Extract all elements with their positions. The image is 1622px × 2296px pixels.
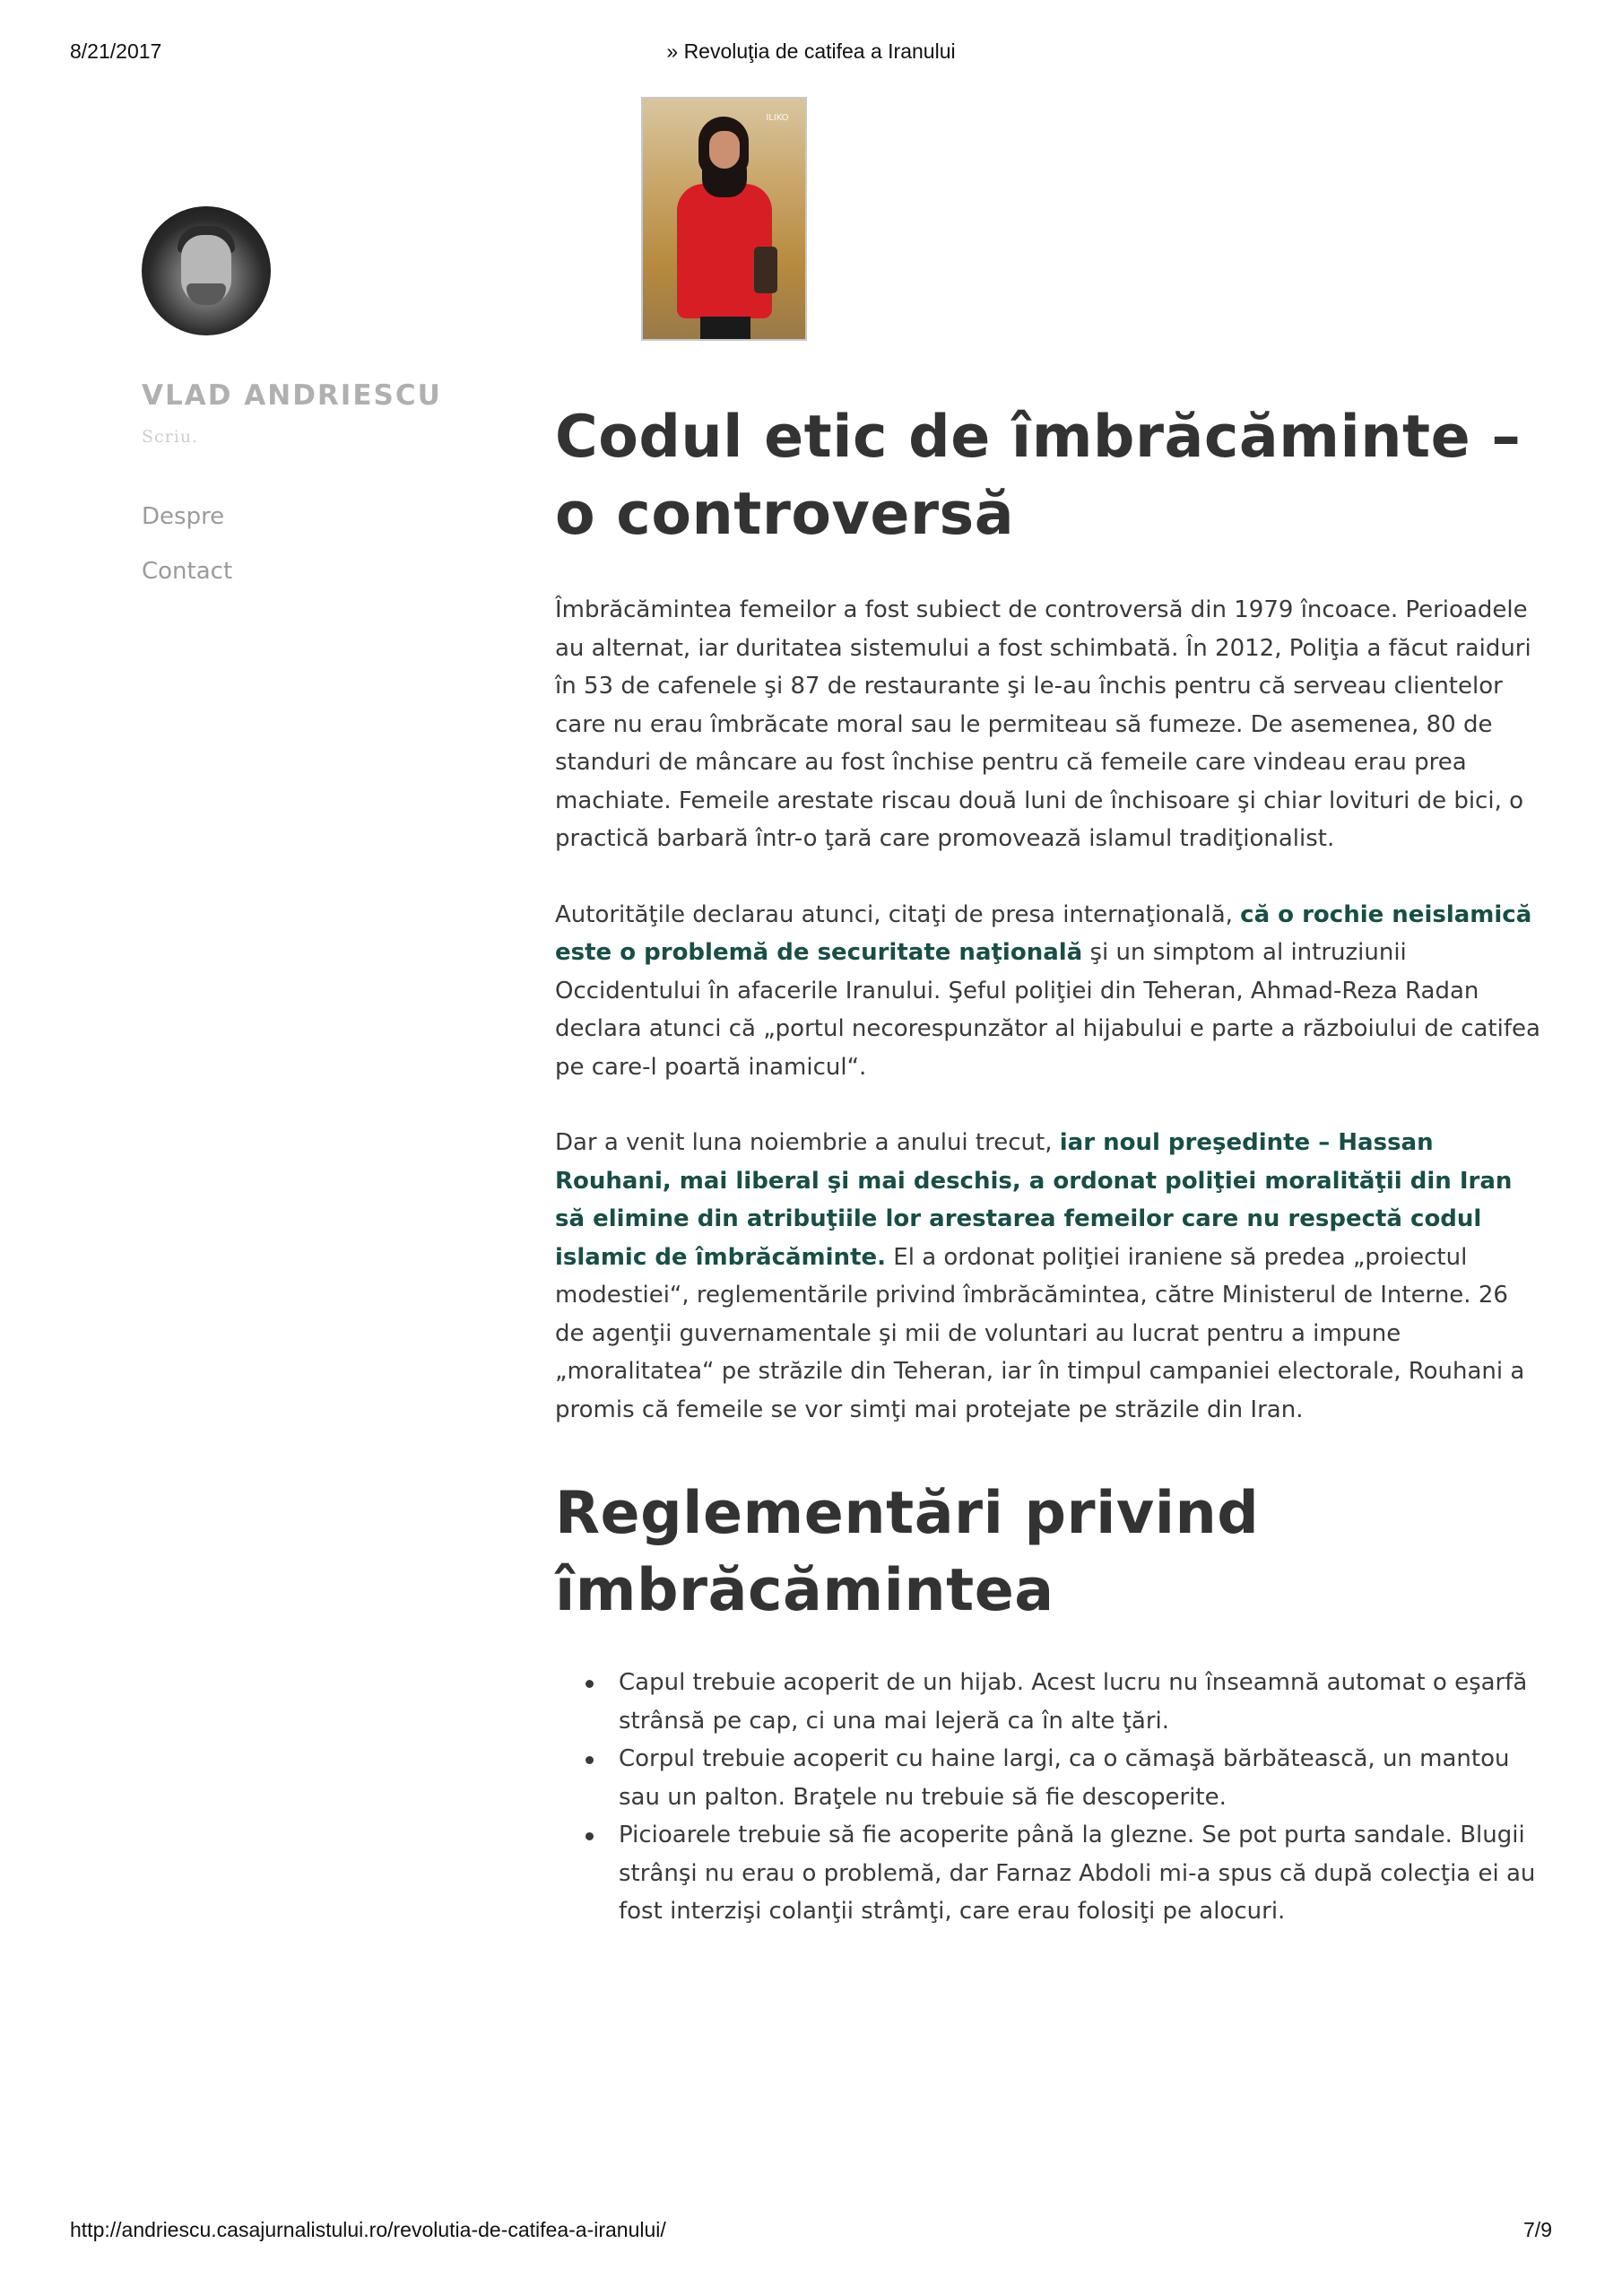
list-item-text: Picioarele trebuie să fie acoperite până la glezne. Se pot purta sandale. Blugii strânşi nu erau o problemă, dar Farnaz Abdoli mi-a spus că după colecţia ei au fost interzişi colanţii strâmţi, care erau folosiţi pe alocuri. <box>619 1822 1536 1925</box>
print-footer <box>0 2218 1622 2245</box>
paragraph-text: şi un simptom al intruziunii Occidentului în afacerile Iranului. Şeful poliţiei din Teheran, Ahmad-Reza Radan declara atunci că „portul necorespunzător al hijabului e parte a războiului de catifea pe care-l poartă inamicul“. <box>555 939 1540 1081</box>
print-url: http://andriescu.casajurnalistului.ro/revolutia-de-catifea-a-iranului/ <box>70 2218 666 2241</box>
hero-figure-face <box>709 131 740 169</box>
list-item <box>555 1740 1541 1816</box>
paragraph-text: Autorităţile declarau atunci, citaţi de presa internaţională, <box>555 900 1241 928</box>
list-item-text: Corpul trebuie acoperit cu haine largi, ca o cămaşă bărbătească, un mantou sau un palton. Braţele nu trebuie să fie descoperite. <box>619 1745 1510 1811</box>
bullet-icon <box>585 1756 594 1764</box>
article-paragraph <box>555 1124 1541 1429</box>
article-content <box>555 399 1541 1931</box>
hero-figure-legs <box>700 317 750 341</box>
site-tagline: Scriu. <box>142 427 199 447</box>
list-item <box>555 1816 1541 1931</box>
article-heading: Codul etic de îmbrăcăminte – o controversă <box>555 404 1522 548</box>
article-link-rouhani[interactable]: iar noul preşedinte – Hassan Rouhani, mai liberal şi mai deschis, a ordonat poliţiei moralităţii din Iran să elimine din atribuţiile lor arestarea femeilor care nu respectă codul islamic de îmbrăcăminte. <box>555 1129 1513 1271</box>
paragraph-text: El a ordonat poliţiei iraniene să predea „proiectul modestiei“, reglementările privind îmbrăcămintea, către Ministerul de Interne. 26 de agenţii guvernamentale şi mii de voluntari au lucrat pentru a impune „moralitatea“ pe străzile din Teheran, iar în timpul campaniei electorale, Rouhani a promis că femeile se vor simţi mai protejate pe străzile din Iran. <box>555 1243 1525 1423</box>
site-name[interactable]: VLAD ANDRIESCU <box>142 379 442 412</box>
print-header <box>0 39 1622 66</box>
article-paragraph <box>555 896 1541 1087</box>
article-link-rochie[interactable]: că o rochie neislamică este o problemă de securitate naţională <box>555 900 1532 966</box>
regulations-list <box>555 1664 1541 1931</box>
section-heading: Reglementări privind îmbrăcămintea <box>555 1480 1260 1624</box>
list-item-text: Capul trebuie acoperit de un hijab. Acest lucru nu înseamnă automat o eşarfă strânsă pe cap, ci una mai lejeră ca în alte ţări. <box>619 1669 1528 1735</box>
author-avatar[interactable] <box>142 206 271 335</box>
paragraph-text: Dar a venit luna noiembrie a anului trecut, <box>555 1129 1060 1156</box>
print-page-number: 7/9 <box>1523 2218 1552 2241</box>
nav-link-despre[interactable]: Despre <box>142 503 225 530</box>
hero-figure-bag <box>754 247 777 293</box>
bullet-icon <box>585 1680 594 1688</box>
hero-photo[interactable] <box>641 97 807 341</box>
article-paragraph: Îmbrăcămintea femeilor a fost subiect de controversă din 1979 încoace. Perioadele au alternat, iar duritatea sistemului a fost schimbată. În 2012, Poliţia a făcut raiduri în 53 de cafenele şi 87 de restaurante şi le-au închis pentru că serveau clientelor care nu erau îmbrăcate moral sau le permiteau să fumeze. De asemenea, 80 de standuri de mâncare au fost închise pentru că femeile care vindeau erau prea machiate. Femeile arestate riscau două luni de închisoare şi chiar lovituri de bici, o practică barbară într-o ţară care promovează islamul tradiţionalist. <box>555 596 1531 852</box>
bullet-icon <box>585 1832 594 1840</box>
print-page-title: » Revoluţia de catifea a Iranului <box>666 39 956 63</box>
sidebar <box>142 206 500 585</box>
print-date: 8/21/2017 <box>70 39 162 63</box>
hero-logo: ILIKO <box>766 113 789 123</box>
nav-link-contact[interactable]: Contact <box>142 558 233 585</box>
avatar-beard <box>186 283 226 305</box>
list-item <box>555 1664 1541 1740</box>
